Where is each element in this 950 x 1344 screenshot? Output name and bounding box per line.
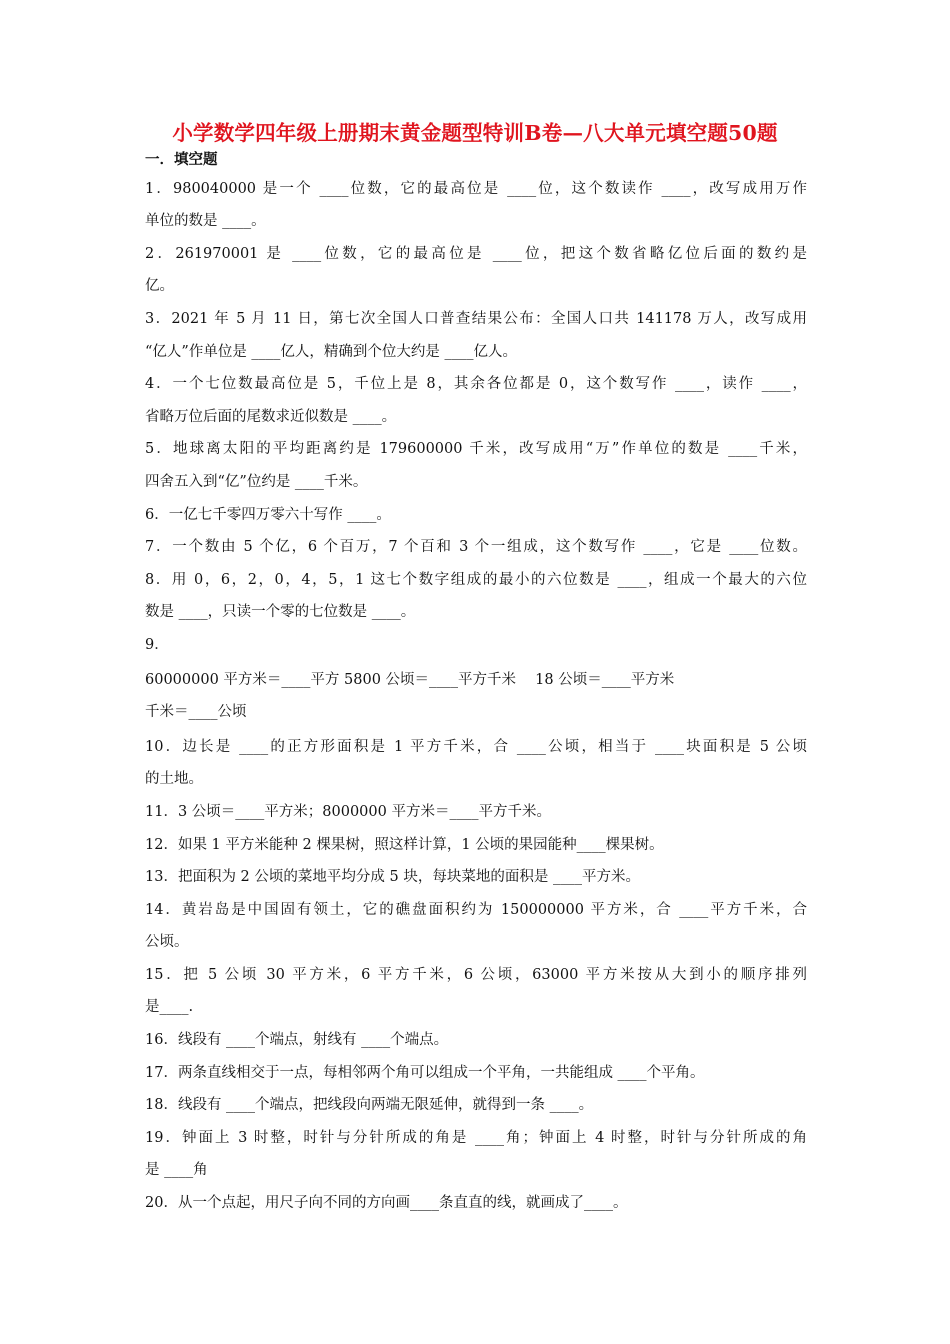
question-line: 8．用 0，6，2，0，4，5，1 这七个数字组成的最小的六位数是 ____，组成一个最大的六位: [145, 572, 807, 588]
question-line: 是 ____角: [145, 1162, 208, 1178]
question-line: 4．一个七位数最高位是 5，千位上是 8，其余各位都是 0，这个数写作 ____，读作 ____，: [145, 376, 807, 392]
question-line: 3．2021 年 5 月 11 日，第七次全国人口普查结果公布：全国人口共 141178 万人，改写成用: [145, 311, 807, 327]
question-line: 17．两条直线相交于一点，每相邻两个角可以组成一个平角，一共能组成 ____个平角。: [145, 1065, 705, 1081]
question-line: 2．261970001 是 ____位数，它的最高位是 ____位，把这个数省略亿位后面的数约是: [145, 246, 807, 262]
question-line: 16．线段有 ____个端点，射线有 ____个端点。: [145, 1032, 449, 1048]
question-line: 6．一亿七千零四万零六十写作 ____。: [145, 507, 391, 523]
question-line: 60000000 平方米＝____平方 5800 公顷＝____平方千米 18 公顷＝____平方米: [145, 672, 675, 688]
question-line: 公顷。: [145, 934, 189, 950]
question-line: 单位的数是 ____。: [145, 213, 266, 229]
question-line: 14．黄岩岛是中国固有领土，它的礁盘面积约为 150000000 平方米，合 ____平方千米，合: [145, 902, 807, 918]
question-line: 1．980040000 是一个 ____位数，它的最高位是 ____位，这个数读作 ____，改写成用万作: [145, 181, 807, 197]
question-line: 9．: [145, 637, 169, 653]
question-line: 20．从一个点起，用尺子向不同的方向画____条直直的线，就画成了____。: [145, 1195, 628, 1211]
question-line: 省略万位后面的尾数求近似数是 ____。: [145, 409, 397, 425]
question-line: 的土地。: [145, 771, 203, 787]
question-line: 7．一个数由 5 个亿，6 个百万，7 个百和 3 个一组成，这个数写作 ____，它是 ____位数。: [145, 539, 807, 555]
question-line: 13．把面积为 2 公顷的菜地平均分成 5 块，每块菜地的面积是 ____平方米。: [145, 869, 640, 885]
question-line: 5．地球离太阳的平均距离约是 179600000 千米，改写成用“万”作单位的数是 ____千米，: [145, 441, 807, 457]
question-line: 10．边长是 ____的正方形面积是 1 平方千米，合 ____公顷，相当于 ____块面积是 5 公顷: [145, 739, 807, 755]
question-line: 是____.: [145, 999, 194, 1015]
question-line: 数是 ____，只读一个零的七位数是 ____。: [145, 604, 416, 620]
document-title: 小学数学四年级上册期末黄金题型特训B卷—八大单元填空题50题: [172, 121, 778, 145]
question-line: 亿。: [145, 278, 174, 294]
question-line: 千米＝____公顷: [145, 704, 247, 720]
question-line: 12．如果 1 平方米能种 2 棵果树，照这样计算，1 公顷的果园能种____棵果树。: [145, 837, 664, 853]
question-line: 18．线段有 ____个端点，把线段向两端无限延伸，就得到一条 ____。: [145, 1097, 594, 1113]
section-heading: 一．填空题: [145, 151, 218, 168]
question-line: 四舍五入到“亿”位约是 ____千米。: [145, 474, 368, 490]
question-line: “亿人”作单位是 ____亿人，精确到个位大约是 ____亿人。: [145, 344, 518, 360]
question-line: 19．钟面上 3 时整，时针与分针所成的角是 ____角；钟面上 4 时整，时针与分针所成的角: [145, 1130, 807, 1146]
question-line: 15．把 5 公顷 30 平方米，6 平方千米，6 公顷，63000 平方米按从大到小的顺序排列: [145, 967, 807, 983]
question-line: 11．3 公顷＝____平方米；8000000 平方米＝____平方千米。: [145, 804, 551, 820]
